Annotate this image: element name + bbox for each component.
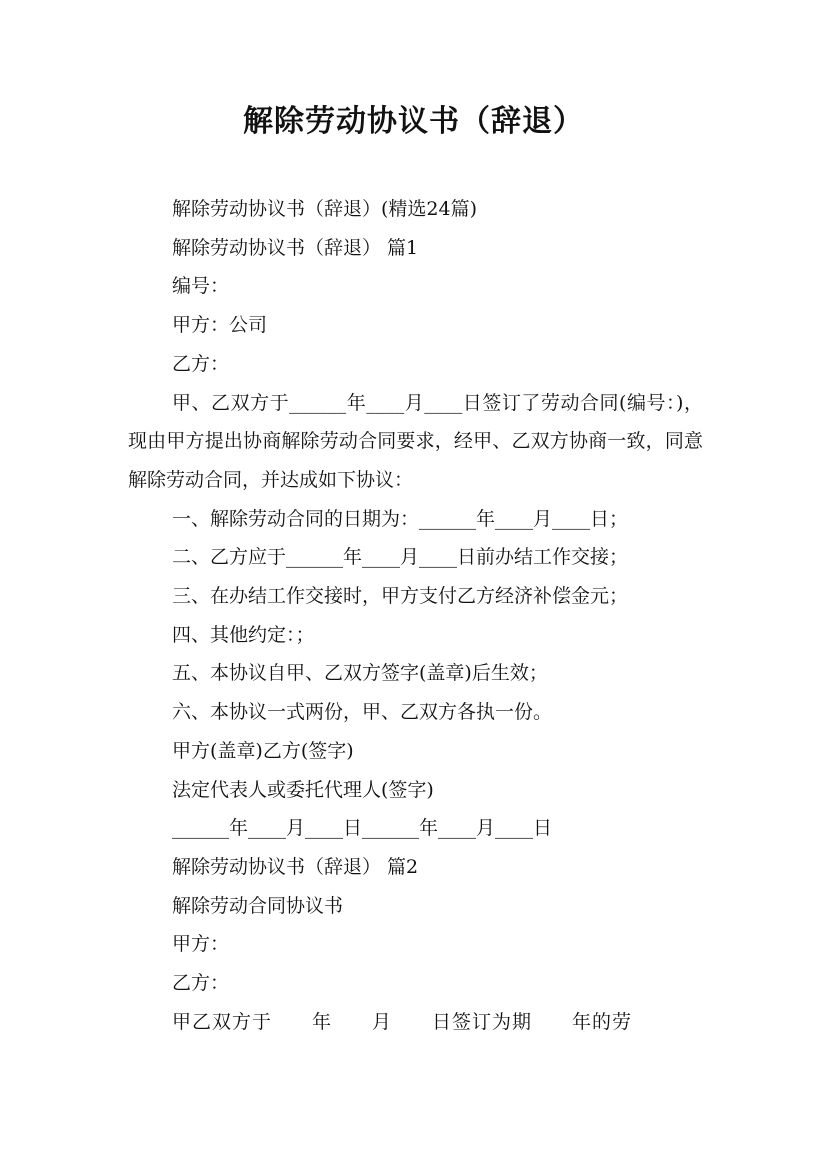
paragraph-clause-3: 三、在办结工作交接时，甲方支付乙方经济补偿金元； — [172, 585, 629, 608]
paragraph-party-a-2: 甲方： — [172, 933, 230, 956]
paragraph-section-heading-2: 解除劳动协议书（辞退） 篇2 — [172, 855, 419, 878]
paragraph-number: 编号： — [172, 275, 230, 298]
paragraph-signatures: 甲方(盖章)乙方(签字) — [172, 739, 354, 762]
paragraph-section-heading-1: 解除劳动协议书（辞退） 篇1 — [172, 236, 419, 259]
paragraph-representative: 法定代表人或委托代理人(签字) — [172, 778, 434, 801]
document-title: 解除劳动协议书（辞退） — [243, 104, 584, 139]
paragraph-clause-6: 六、本协议一式两份，甲、乙双方各执一份。 — [172, 701, 553, 724]
paragraph-intro: 甲、乙双方于______年____月____日签订了劳动合同(编号：)，现由甲方提出协商解除劳动合同要求，经甲、乙双方协商一致，同意解除劳动合同，并达成如下协议： — [128, 391, 703, 491]
paragraph-dates: ______年____月____日______年____月____日 — [172, 817, 553, 840]
paragraph-party-a: 甲方：公司 — [172, 314, 268, 337]
paragraph-clause-1: 一、解除劳动合同的日期为：______年____月____日； — [172, 507, 629, 530]
paragraph-party-b: 乙方： — [172, 352, 230, 375]
paragraph-party-b-2: 乙方： — [172, 972, 230, 995]
document-body — [128, 190, 703, 1041]
paragraph-clause-2: 二、乙方应于______年____月____日前办结工作交接； — [172, 546, 629, 569]
paragraph-clause-4: 四、其他约定：； — [172, 623, 315, 646]
paragraph-clause-5: 五、本协议自甲、乙双方签字(盖章)后生效； — [172, 662, 548, 685]
paragraph-contract-start: 甲乙双方于 年 月 日签订为期 年的劳 — [172, 1010, 633, 1033]
paragraph-agreement-title: 解除劳动合同协议书 — [172, 894, 344, 917]
paragraph-subtitle: 解除劳动协议书（辞退）(精选24篇) — [172, 198, 478, 220]
